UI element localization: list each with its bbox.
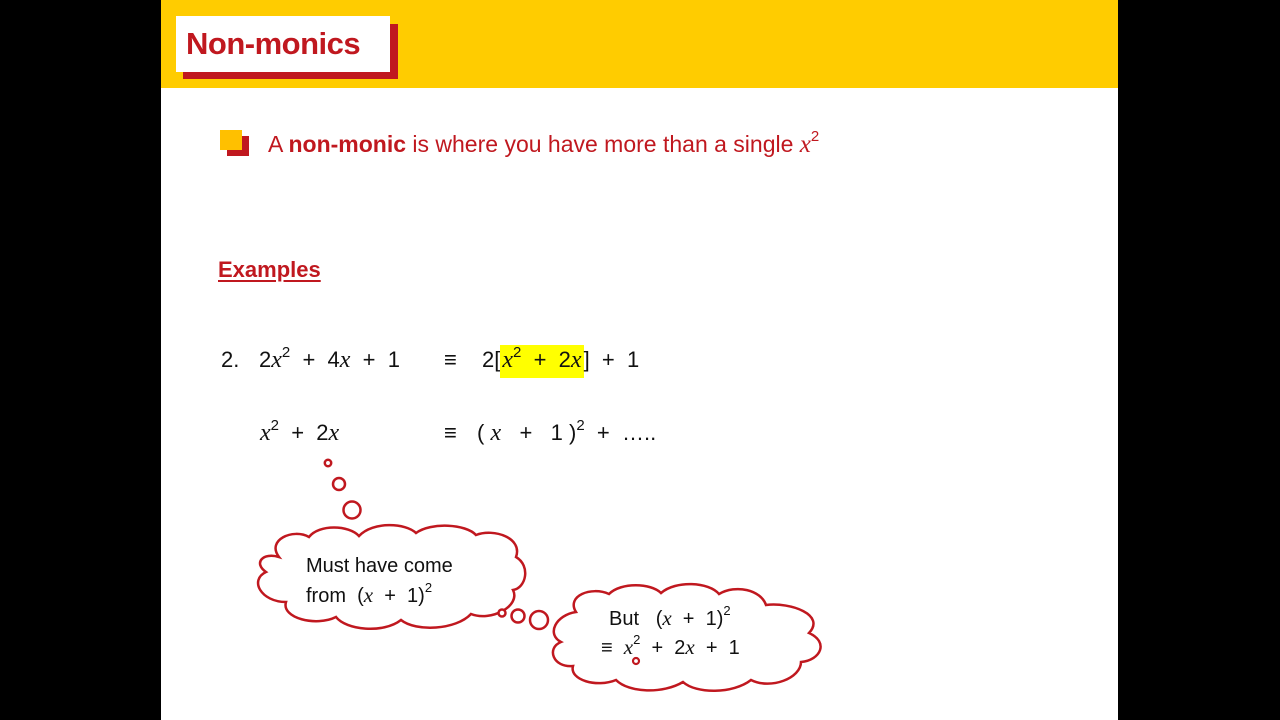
line2-lhs: $x^2 + 2x$ (260, 416, 340, 446)
slide (161, 0, 1118, 720)
line2-equiv: ≡ (444, 420, 457, 445)
thought-bubble-dot (499, 610, 506, 617)
intro-prefix: A (268, 131, 289, 157)
intro-exp: 2 (810, 128, 820, 146)
examples-heading: Examples (218, 257, 321, 282)
intro-var: x (799, 131, 811, 158)
thought-bubble-dot (530, 611, 548, 629)
line1-lhs: $2x^2 + 4x + 1$ (259, 343, 400, 373)
thought-bubble-dot (344, 502, 361, 519)
thought-bubble-dot (333, 478, 345, 490)
thought-bubble-dot (325, 460, 331, 466)
line1-equiv: ≡ (444, 347, 457, 372)
slide-title: Non-monics (186, 26, 361, 61)
cloud-left-text: Must have come from $(x + 1)^2$ (306, 555, 453, 607)
intro-bold-term: non-monic (288, 131, 407, 157)
line2-rhs: ( x + 1 )$^2$ + ….. (477, 416, 657, 446)
cloud-right-line2: ≡ $x^2 + 2x + 1$ (601, 632, 740, 659)
highlighted-term: $x^2 + 2x$ (500, 345, 583, 378)
example-number: 2. (221, 347, 240, 372)
thought-bubble-dot (512, 610, 525, 623)
cloud-right-line1: But $(x + 1)^2$ (609, 603, 731, 630)
intro-rest: is where you have more than a single (406, 131, 800, 157)
line1-rhs: $2[x^2 + 2x] + 1$ (482, 347, 639, 374)
